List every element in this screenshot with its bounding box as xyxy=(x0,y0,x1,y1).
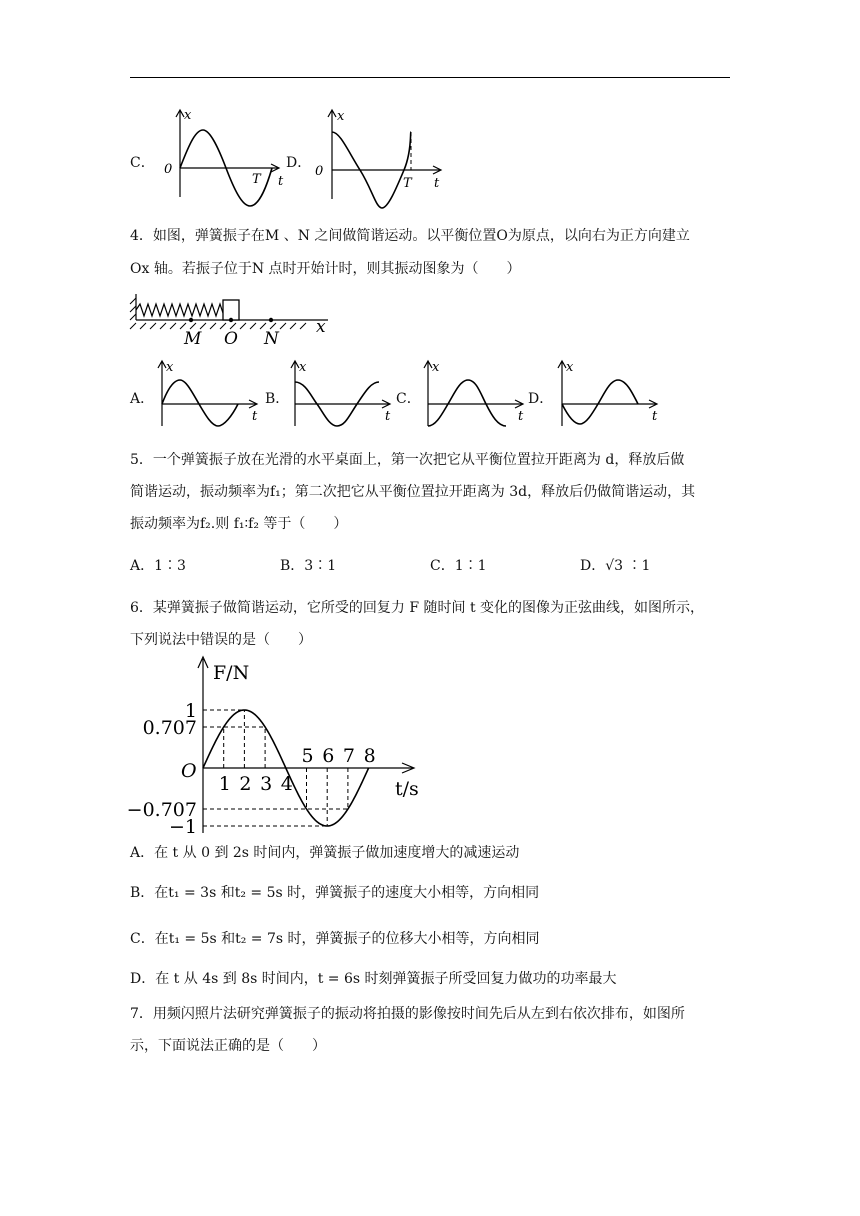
q4a-t-label: t xyxy=(252,409,258,424)
q4-graph-a xyxy=(152,358,272,428)
q4b-t-label: t xyxy=(385,409,391,424)
chart-origin-label: O xyxy=(181,760,197,782)
q4-graph-b xyxy=(285,358,405,428)
q4-text-line1: 4．如图，弹簧振子在M 、N 之间做简谐运动。以平衡位置O为原点，以向右为正方向建立 xyxy=(130,228,690,244)
q5-choice-d: D．√3 ∶1 xyxy=(580,558,651,574)
q4-option-a-label: A． xyxy=(130,391,155,407)
y-tick-label: −0.707 xyxy=(126,799,197,822)
q4d-x-label: x xyxy=(566,360,574,375)
q6-option-b: B．在t₁ = 3s 和t₂ = 5s 时，弹簧振子的速度大小相等，方向相同 xyxy=(130,885,540,901)
header-rule xyxy=(130,77,730,78)
x-tick-label: 3 xyxy=(260,773,273,795)
q3d-origin-label: 0 xyxy=(315,164,324,179)
force-time-chart xyxy=(125,655,425,838)
spring-label-x: x xyxy=(316,317,326,337)
q3c-origin-label: 0 xyxy=(164,162,173,177)
q3c-x-label: x xyxy=(184,108,192,123)
q6-option-d: D．在 t 从 4s 到 8s 时间内，t = 6s 时刻弹簧振子所受回复力做功的功率最大 xyxy=(130,971,617,987)
q5-choice-b: B．3∶1 xyxy=(280,558,337,574)
q4-option-c-label: C． xyxy=(396,391,421,407)
chart-ylabel: F/N xyxy=(213,662,250,684)
q4-text-line2: Ox 轴。若振子位于N 点时开始计时，则其振动图象为（ ） xyxy=(130,261,521,277)
q4c-x-label: x xyxy=(432,360,440,375)
q3c-t-label: t xyxy=(278,174,284,189)
q4c-t-label: t xyxy=(518,409,524,424)
q5-choice-a: A．1∶3 xyxy=(130,558,186,574)
x-tick-label: 2 xyxy=(239,773,252,795)
q6-text-line2: 下列说法中错误的是（ ） xyxy=(130,632,312,648)
q4a-x-label: x xyxy=(166,360,174,375)
q3-graph-d xyxy=(310,107,450,207)
q3-option-d-label: D． xyxy=(286,155,312,171)
q6-option-c: C．在t₁ = 5s 和t₂ = 7s 时，弹簧振子的位移大小相等，方向相同 xyxy=(130,931,540,947)
q7-text-line1: 7．用频闪照片法研究弹簧振子的振动将拍摄的影像按时间先后从左到右依次排布，如图所 xyxy=(130,1006,685,1022)
y-tick-label: 1 xyxy=(184,700,197,722)
q4-graph-d xyxy=(552,358,672,428)
q3d-period-label: T xyxy=(403,176,412,191)
spring-label-n: N xyxy=(264,329,279,349)
spring-label-o: O xyxy=(224,329,238,349)
q5-text-line2: 简谐运动，振动频率为f₁；第二次把它从平衡位置拉开距离为 3d，释放后仍做简谐运动，其 xyxy=(130,484,696,500)
q4b-x-label: x xyxy=(299,360,307,375)
x-tick-label: 7 xyxy=(342,745,355,767)
q3d-t-label: t xyxy=(434,176,440,191)
q3-graph-c xyxy=(160,107,300,207)
q6-text-line1: 6．某弹簧振子做简谐运动，它所受的回复力 F 随时间 t 变化的图像为正弦曲线，如图所示， xyxy=(130,600,705,616)
q4-option-d-label: D． xyxy=(528,391,554,407)
y-tick-label: 0.707 xyxy=(142,716,197,739)
x-tick-label: 4 xyxy=(280,773,293,795)
q5-text-line3: 振动频率为f₂.则 f₁∶f₂ 等于（ ） xyxy=(130,516,348,532)
q3d-x-label: x xyxy=(337,109,345,124)
x-tick-label: 6 xyxy=(322,745,335,767)
q4d-t-label: t xyxy=(652,409,658,424)
spring-oscillator-diagram xyxy=(128,290,348,350)
y-tick-label: −1 xyxy=(168,816,197,838)
q7-text-line2: 示，下面说法正确的是（ ） xyxy=(130,1038,326,1054)
q3c-period-label: T xyxy=(252,172,261,187)
q5-text-line1: 5．一个弹簧振子放在光滑的水平桌面上，第一次把它从平衡位置拉开距离为 d，释放后做 xyxy=(130,452,685,468)
q4-graph-c xyxy=(418,358,538,428)
q6-option-a: A．在 t 从 0 到 2s 时间内，弹簧振子做加速度增大的减速运动 xyxy=(130,845,520,861)
q3-option-c-label: C． xyxy=(130,155,155,171)
q5-choice-c: C．1∶1 xyxy=(430,558,487,574)
chart-xlabel: t/s xyxy=(395,778,419,800)
x-tick-label: 1 xyxy=(218,773,231,795)
x-tick-label: 8 xyxy=(363,745,376,767)
q4-option-b-label: B． xyxy=(265,391,290,407)
spring-label-m: M xyxy=(184,329,202,349)
x-tick-label: 5 xyxy=(301,745,314,767)
